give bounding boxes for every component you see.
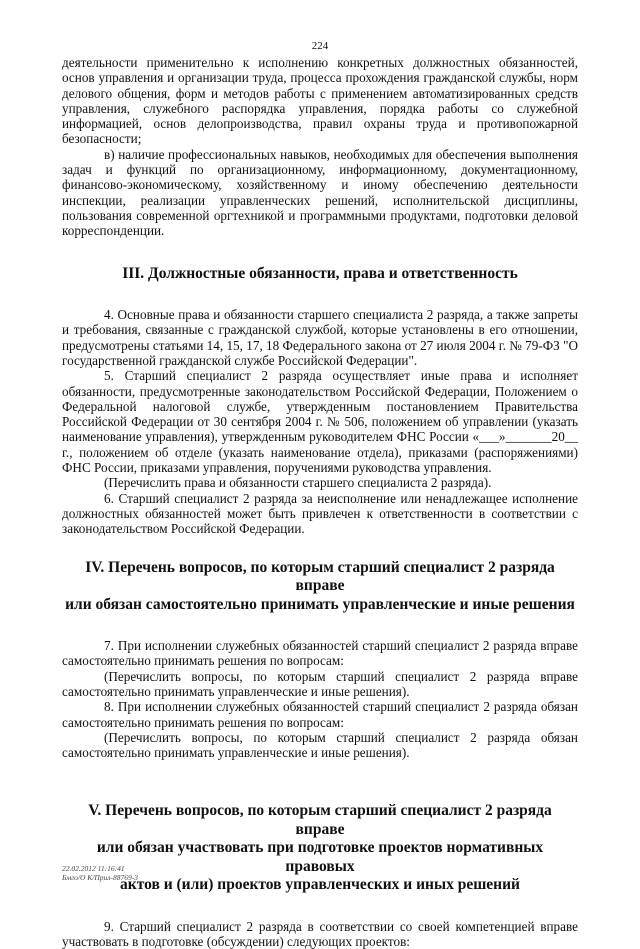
- section-4-heading: [62, 559, 578, 615]
- paragraph-8: 8. При исполнении служебных обязанностей старший специалист 2 разряда обязан самостоятельно принимать решения по вопросам:: [62, 699, 578, 730]
- paragraph-8-note: (Перечислить вопросы, по которым старший специалист 2 разряда обязан самостоятельно принимать управленческие и иные решения).: [62, 729, 578, 761]
- paragraph-item-v: в) наличие профессиональных навыков, необходимых для обеспечения выполнения задач и функций по организационному, информационному, документационному, финансово-экономическому, хозяйственному и иному обеспечению деятельности инспекции, реализации управленческих решений, исполнительской дисциплины, пользования современной оргтехникой и программными продуктами, подготовки деловой корреспонденции.: [62, 146, 578, 239]
- section-4-heading-line1: IV. Перечень вопросов, по которым старший специалист 2 разряда вправе: [85, 558, 555, 595]
- section-5-heading-line3: актов и (или) проектов управленческих и иных решений: [120, 876, 520, 894]
- footer-timestamp: 22.02.2012 11:16:41: [62, 864, 125, 873]
- paragraph-9: 9. Старший специалист 2 разряда в соответствии со своей компетенцией вправе участвовать в подготовке (обсуждении) следующих проектов:: [62, 918, 578, 949]
- paragraph-7-note: (Перечислить вопросы, по которым старший специалист 2 разряда вправе самостоятельно принимать управленческие и иные решения).: [62, 668, 578, 699]
- section-5-heading-line2: или обязан участвовать при подготовке проектов нормативных правовых: [96, 839, 544, 875]
- paragraph-4: 4. Основные права и обязанности старшего специалиста 2 разряда, а также запреты и требования, связанные с гражданской службой, которые установлены в его отношении, предусмотрены статьями 14, 15, 17, 18 Федерального закона от 27 июля 2004 г. № 79-ФЗ "О государственной гражданской службе Российской Федерации".: [62, 307, 578, 368]
- document-footer: [62, 864, 138, 882]
- section-5-heading: [62, 802, 578, 895]
- paragraph-5: 5. Старший специалист 2 разряда осуществляет иные права и исполняет обязанности, предусмотренные законодательством Российской Федерации, Положением о Федеральной налоговой службе, утвержденным постановлением Правительства Российской Федерации от 30 сентября 2004 г. № 506, положением об управлении (указать наименование управления), утвержденным руководителем ФНС России «___»_______20__ г., положением об отделе (указать наименование отдела), приказами (распоряжениями) ФНС России, приказами управления, поручениями руководства управления.: [62, 368, 578, 476]
- section-4-heading-line2: или обязан самостоятельно принимать управленческие и иные решения: [65, 595, 575, 613]
- paragraph-continuation: деятельности применительно к исполнению конкретных должностных обязанностей, основ управления и организации труда, процесса прохождения гражданской службы, норм делового общения, форм и методов работы с применением автоматизированных средств управления, служебного распорядка управления, порядка работы со служебной информацией, основ делопроизводства, правил охраны труда и противопожарной безопасности;: [62, 55, 578, 147]
- document-body: [62, 55, 578, 949]
- section-5-heading-line1: V. Перечень вопросов, по которым старший специалист 2 разряда вправе: [88, 802, 552, 838]
- paragraph-7: 7. При исполнении служебных обязанностей старший специалист 2 разряда вправе самостоятельно принимать решения по вопросам:: [62, 638, 578, 669]
- page-number: 224: [311, 40, 329, 52]
- paragraph-5-note: (Перечислить права и обязанности старшего специалиста 2 разряда).: [104, 475, 492, 491]
- footer-doc-code: Бмго/О К/Прил-88769-3: [62, 873, 139, 882]
- section-3-heading: III. Должностные обязанности, права и ответственность: [122, 264, 518, 282]
- paragraph-6: 6. Старший специалист 2 разряда за неисполнение или ненадлежащее исполнение должностных обязанностей может быть привлечен к ответственности в соответствии с законодательством Российской Федерации.: [62, 490, 578, 537]
